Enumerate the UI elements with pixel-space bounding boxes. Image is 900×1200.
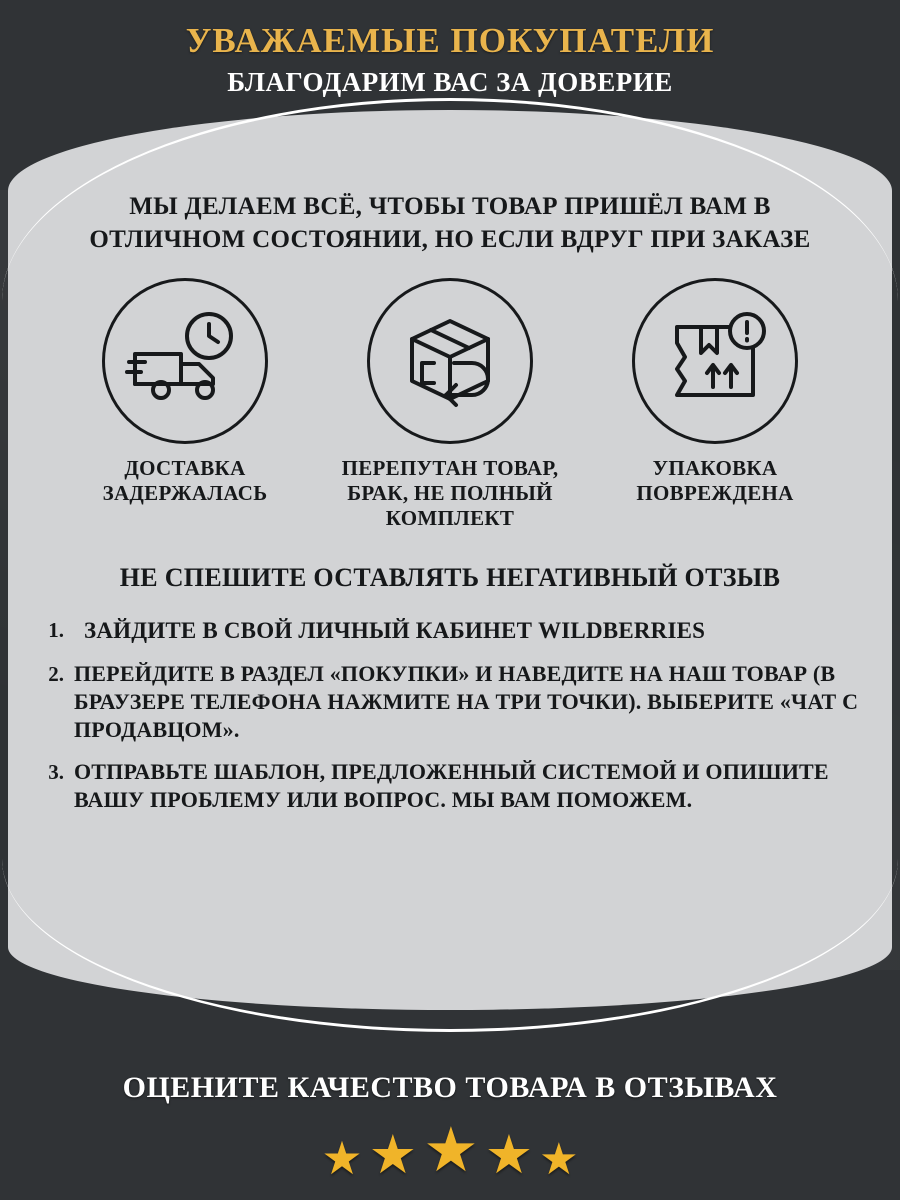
page-subtitle: БЛАГОДАРИМ ВАС ЗА ДОВЕРИЕ [227, 66, 673, 97]
star-icon: ★ [368, 1125, 418, 1185]
step-number: 2. [48, 661, 64, 686]
star-icon: ★ [484, 1125, 534, 1185]
step-number: 1. [48, 618, 64, 643]
header [0, 22, 900, 98]
intro-text: МЫ ДЕЛАЕМ ВСЁ, ЧТОБЫ ТОВАР ПРИШЁЛ ВАМ В ОТЛИЧНОМ СОСТОЯНИИ, НО ЕСЛИ ВДРУГ ПРИ ЗАКАЗЕ [89, 193, 811, 253]
box-return-arrow-icon [367, 278, 533, 444]
steps-list [8, 616, 892, 814]
step-number: 3. [48, 759, 64, 784]
list-item [26, 616, 866, 645]
list-item [26, 758, 866, 814]
star-icon: ★ [321, 1133, 363, 1184]
step-text: ЗАЙДИТЕ В СВОЙ ЛИЧНЫЙ КАБИНЕТ WILDBERRIES [84, 618, 706, 644]
issue-caption-delivery: ДОСТАВКА ЗАДЕРЖАЛАСЬ [102, 456, 268, 506]
delivery-truck-clock-icon [102, 278, 268, 444]
main-content [8, 190, 892, 828]
issue-caption-wrong-item: ПЕРЕПУТАН ТОВАР, БРАК, НЕ ПОЛНЫЙ КОМПЛЕКТ [341, 456, 559, 531]
issue-item-delivery [60, 278, 310, 532]
issue-icons-row [8, 256, 892, 532]
footer [0, 1070, 900, 1200]
issue-item-damaged-package [590, 278, 840, 532]
step-text: ПЕРЕЙДИТЕ В РАЗДЕЛ «ПОКУПКИ» И НАВЕДИТЕ НА НАШ ТОВАР (В БРАУЗЕРЕ ТЕЛЕФОНА НАЖМИТЕ НА ТРИ ТОЧКИ). ВЫБЕРИТЕ «ЧАТ С ПРОДАВЦОМ». [74, 660, 859, 742]
damaged-package-icon [632, 278, 798, 444]
issue-caption-damaged-package: УПАКОВКА ПОВРЕЖДЕНА [636, 456, 794, 506]
footer-title: ОЦЕНИТЕ КАЧЕСТВО ТОВАРА В ОТЗЫВАХ [122, 1071, 778, 1104]
callout-text: НЕ СПЕШИТЕ ОСТАВЛЯТЬ НЕГАТИВНЫЙ ОТЗЫВ [119, 562, 781, 592]
page-title: УВАЖАЕМЫЕ ПОКУПАТЕЛИ [185, 21, 715, 60]
star-icon: ★ [539, 1135, 579, 1184]
list-item [26, 660, 866, 744]
issue-item-wrong-item [325, 278, 575, 532]
star-icon: ★ [423, 1117, 479, 1185]
step-text: ОТПРАВЬТЕ ШАБЛОН, ПРЕДЛОЖЕННЫЙ СИСТЕМОЙ И ОПИШИТЕ ВАШУ ПРОБЛЕМУ ИЛИ ВОПРОС. МЫ ВАМ ПОМОЖЕМ. [74, 758, 829, 813]
rating-stars [0, 1117, 900, 1185]
